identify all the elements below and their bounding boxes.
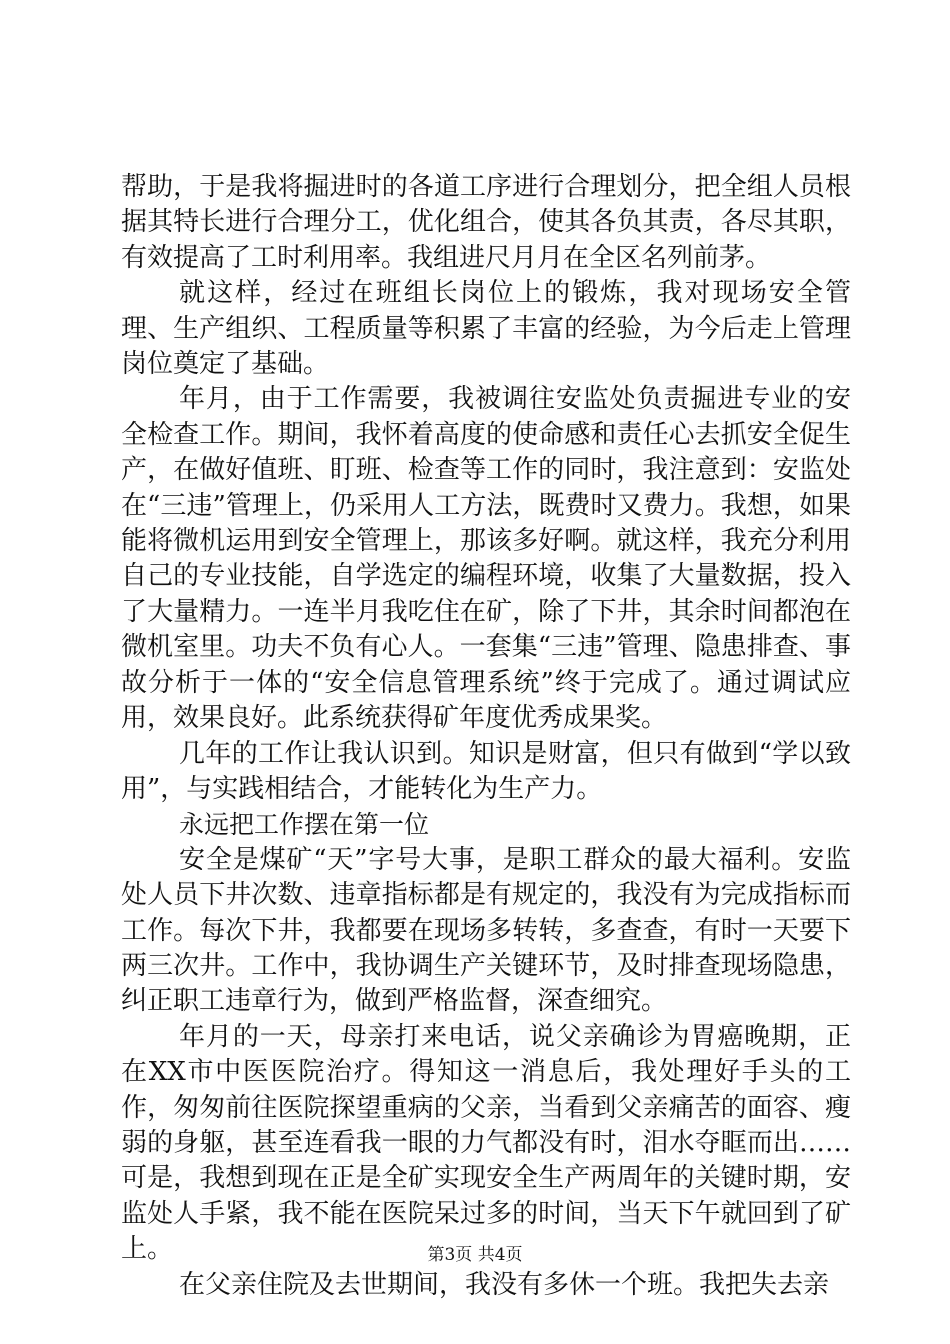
paragraph-6: 年月的一天，母亲打来电话，说父亲确诊为胃癌晚期，正在XX市中医医院治疗。得知这一消息后，我处理好手头的工作，匆匆前往医院探望重病的父亲，当看到父亲痛苦的面容、瘦弱的身躯，甚至连看我一眼的力气都没有时，泪水夺眶而出……可是，我想到现在正是全矿实现安全生产两周年的关键时期，安监处人手紧，我不能在医院呆过多的时间，当天下午就回到了矿上。 — [121, 1021, 851, 1265]
paragraph-2: 就这样，经过在班组长岗位上的锻炼，我对现场安全管理、生产组织、工程质量等积累了丰富的经验，为今后走上管理岗位奠定了基础。 — [121, 278, 851, 380]
paragraph-3: 年月，由于工作需要，我被调往安监处负责掘进专业的安全检查工作。期间，我怀着高度的使命感和责任心去抓安全促生产，在做好值班、盯班、检查等工作的同时，我注意到：安监处在“三违”管理上，仍采用人工方法，既费时又费力。我想，如果能将微机运用到安全管理上，那该多好啊。就这样，我充分利用自己的专业技能，自学选定的编程环境，收集了大量数据，投入了大量精力。一连半月我吃住在矿，除了下井，其余时间都泡在微机室里。功夫不负有心人。一套集“三违”管理、隐患排查、事故分析于一体的“安全信息管理系统”终于完成了。通过调试应用，效果良好。此系统获得矿年度优秀成果奖。 — [121, 384, 851, 734]
paragraph-1: 帮助，于是我将掘进时的各道工序进行合理划分，把全组人员根据其特长进行合理分工，优化组合，使其各负其责，各尽其职，有效提高了工时利用率。我组进尺月月在全区名列前茅。 — [121, 172, 851, 273]
paragraph-5: 安全是煤矿“天”字号大事，是职工群众的最大福利。安监处人员下井次数、违章指标都是有规定的，我没有为完成指标而工作。每次下井，我都要在现场多转转，多查查，有时一天要下两三次井。工作中，我协调生产关键环节，及时排查现场隐患，纠正职工违章行为，做到严格监督，深查细究。 — [121, 844, 851, 1017]
section-heading: 永远把工作摆在第一位 — [179, 810, 430, 840]
paragraph-4: 几年的工作让我认识到。知识是财富，但只有做到“学以致用”，与实践相结合，才能转化为生产力。 — [121, 738, 851, 804]
page-number-footer: 第3页 共4页 — [427, 1245, 523, 1265]
paragraph-7: 在父亲住院及去世期间，我没有多休一个班。我把失去亲 — [179, 1269, 830, 1300]
document-body — [121, 170, 851, 1303]
